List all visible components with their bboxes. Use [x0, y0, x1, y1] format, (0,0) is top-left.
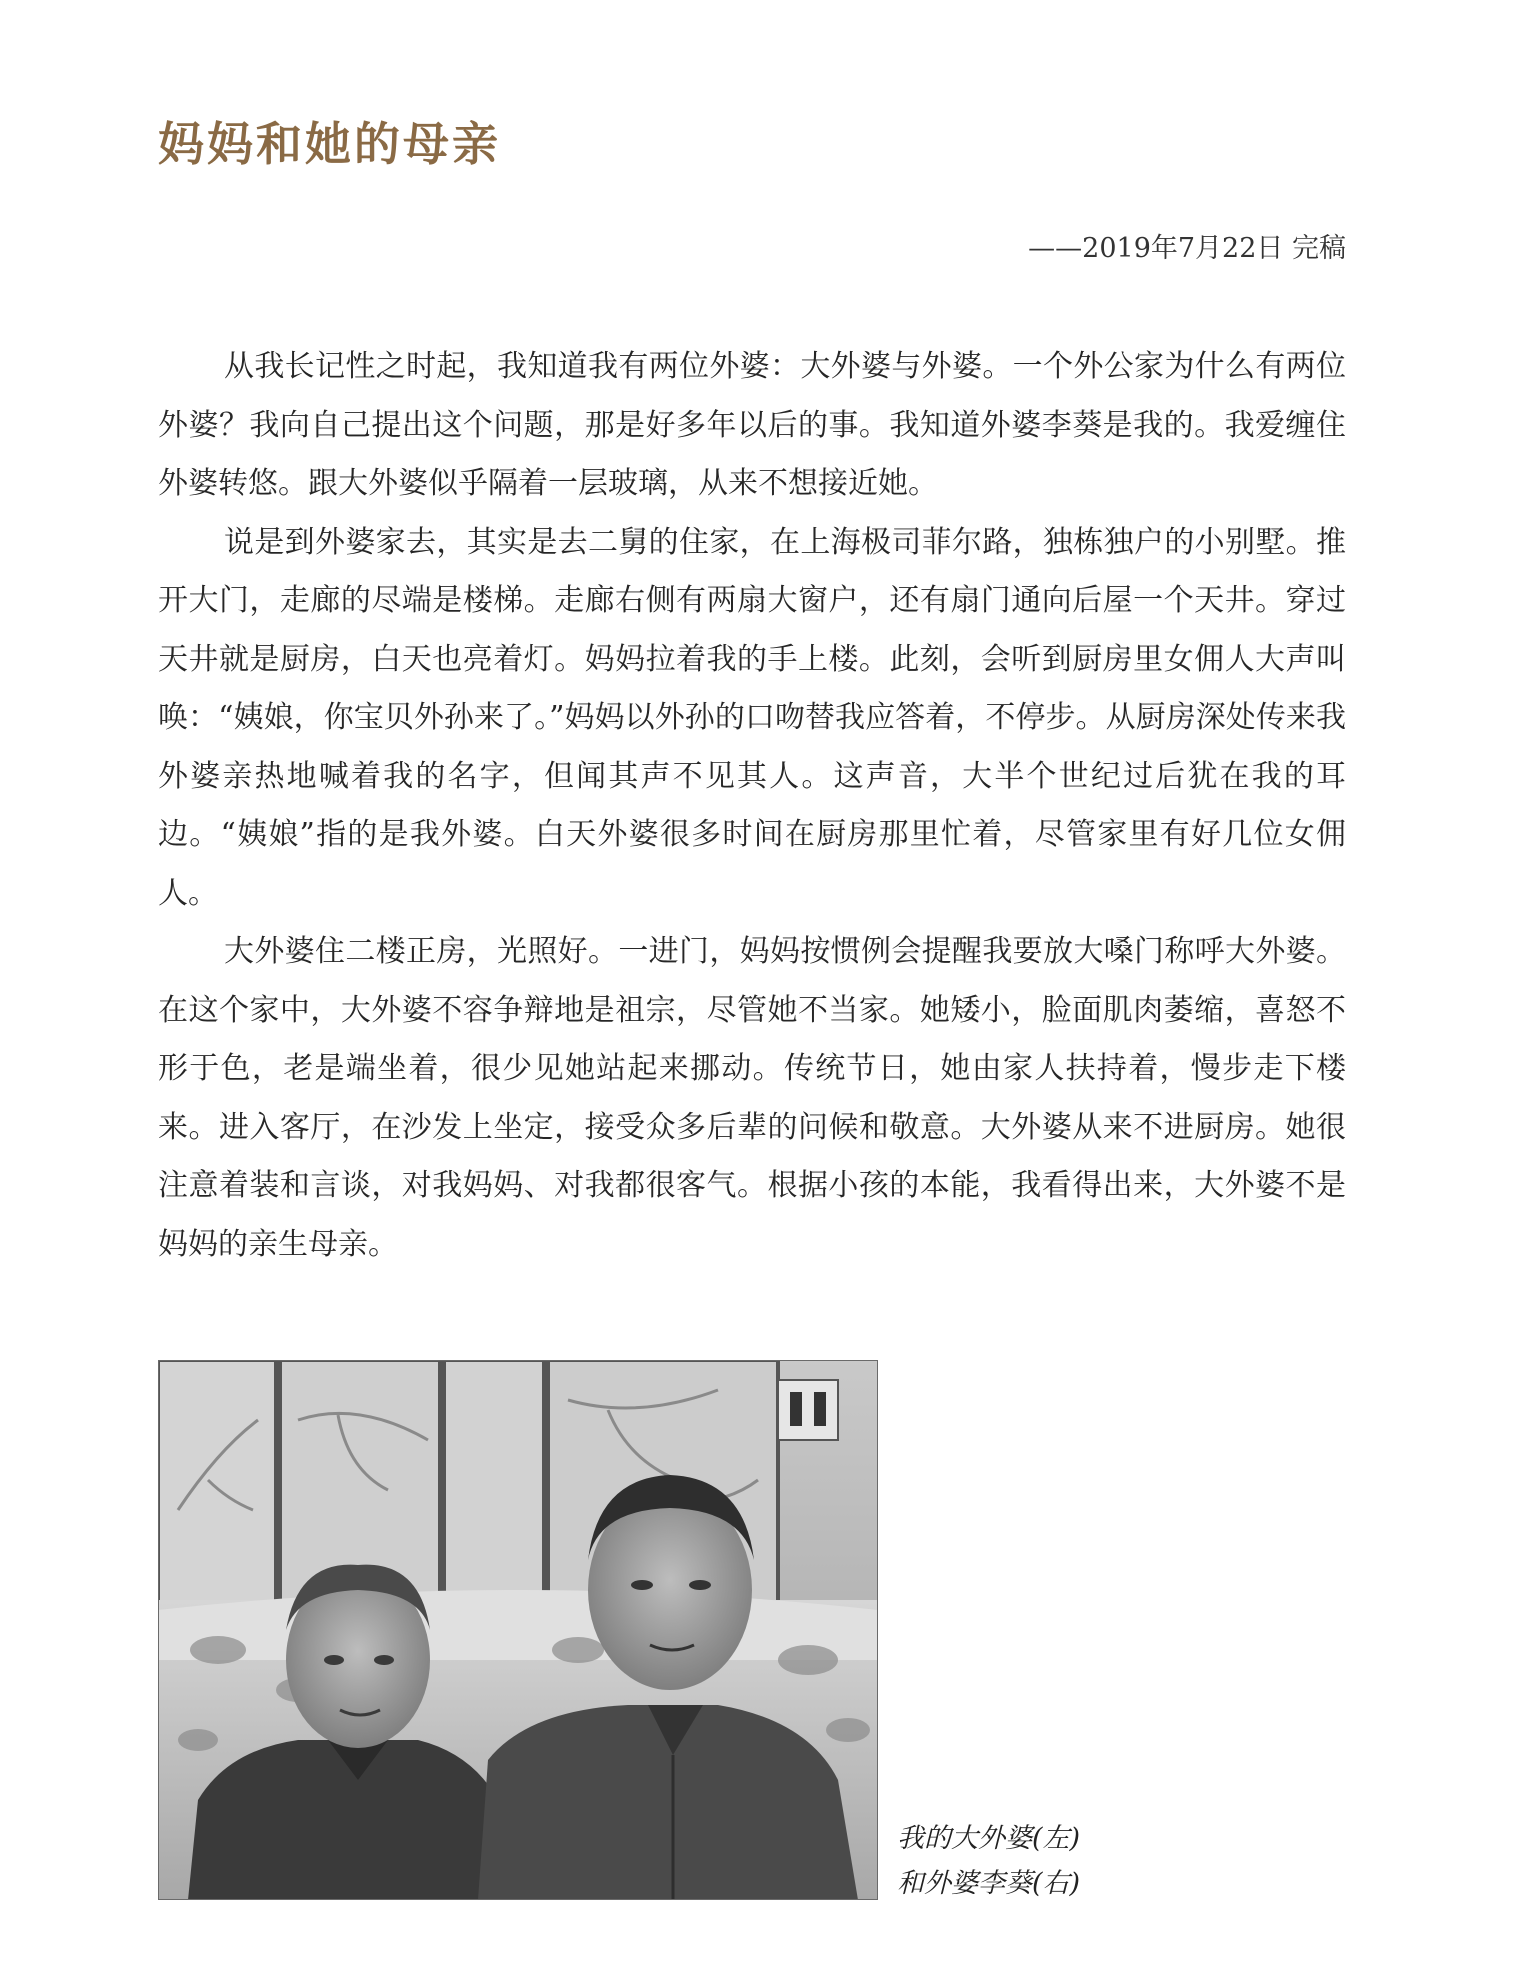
family-photo	[158, 1360, 878, 1900]
paragraph-2: 说是到外婆家去，其实是去二舅的住家，在上海极司菲尔路，独栋独户的小别墅。推开大门，走廊的尽端是楼梯。走廊右侧有两扇大窗户，还有扇门通向后屋一个天井。穿过天井就是厨房，白天也亮着灯。妈妈拉着我的手上楼。此刻，会听到厨房里女佣人大声叫唤：“姨娘，你宝贝外孙来了。”妈妈以外孙的口吻替我应答着，不停步。从厨房深处传来我外婆亲热地喊着我的名字，但闻其声不见其人。这声音，大半个世纪过后犹在我的耳边。“姨娘”指的是我外婆。白天外婆很多时间在厨房那里忙着，尽管家里有好几位女佣人。	[158, 524, 1346, 911]
photo-caption-line-1: 我的大外婆(左)	[897, 1823, 1081, 1854]
page-title: 妈妈和她的母亲	[158, 117, 501, 171]
photo-caption-line-2: 和外婆李葵(右)	[897, 1868, 1081, 1899]
article-body	[158, 338, 1346, 1274]
paragraph-3: 大外婆住二楼正房，光照好。一进门，妈妈按惯例会提醒我要放大嗓门称呼大外婆。在这个家中，大外婆不容争辩地是祖宗，尽管她不当家。她矮小，脸面肌肉萎缩，喜怒不形于色，老是端坐着，很少见她站起来挪动。传统节日，她由家人扶持着，慢步走下楼来。进入客厅，在沙发上坐定，接受众多后辈的问候和敬意。大外婆从来不进厨房。她很注意着装和言谈，对我妈妈、对我都很客气。根据小孩的本能，我看得出来，大外婆不是妈妈的亲生母亲。	[158, 934, 1346, 1262]
photo-caption	[897, 1816, 1080, 1906]
completion-date-note: ——2019年7月22日 完稿	[1028, 233, 1346, 264]
paragraph-1: 从我长记性之时起，我知道我有两位外婆：大外婆与外婆。一个外公家为什么有两位外婆？我向自己提出这个问题，那是好多年以后的事。我知道外婆李葵是我的。我爱缠住外婆转悠。跟大外婆似乎隔着一层玻璃，从来不想接近她。	[158, 349, 1346, 501]
photo-illustration	[158, 1360, 878, 1900]
